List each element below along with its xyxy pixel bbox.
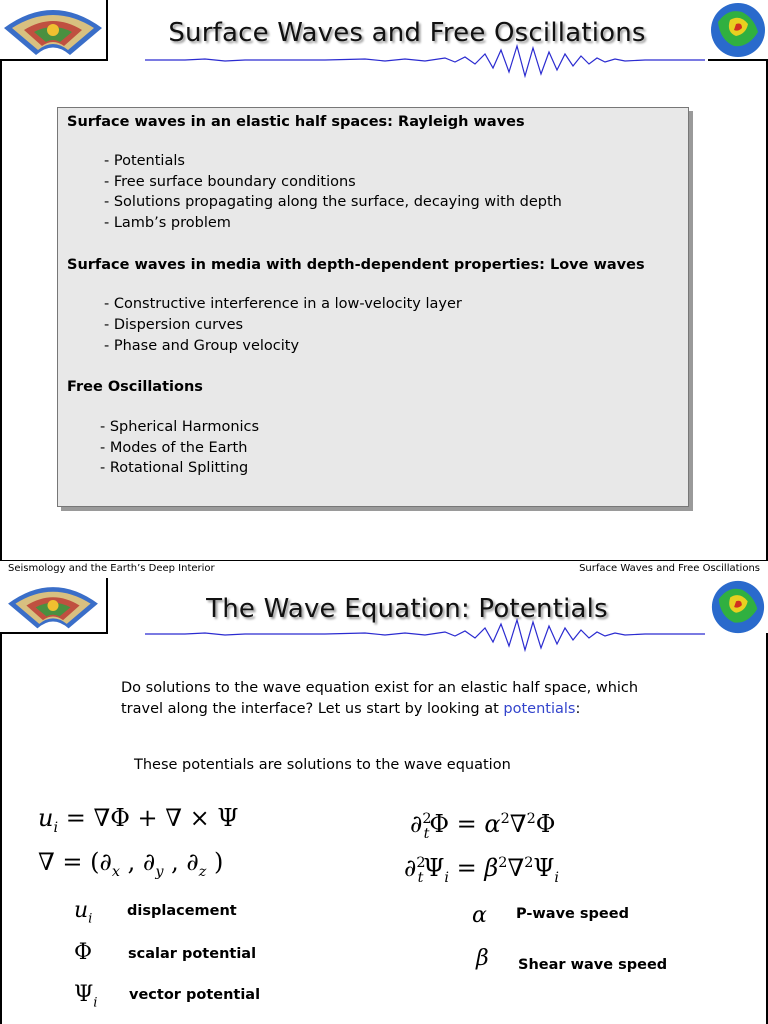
frame-line	[0, 633, 2, 1024]
label-scalar-potential: scalar potential	[128, 946, 257, 962]
slide-title: The Wave Equation: Potentials	[206, 594, 608, 624]
footer-slide-topic: Surface Waves and Free Oscillations	[579, 563, 760, 574]
earth-tomography-globe-icon	[708, 578, 768, 636]
equation-nabla-definition: ∇ = ($\partial_x$ , $\partial_y$ , $\partial_z$ )	[38, 848, 224, 880]
list-item: - Solutions propagating along the surface, decaying with depth	[104, 194, 562, 210]
potentials-link[interactable]: potentials	[503, 701, 576, 717]
outline-box	[57, 107, 689, 507]
list-item: - Free surface boundary conditions	[104, 174, 356, 190]
seismogram-trace	[145, 616, 705, 656]
list-item: - Dispersion curves	[104, 317, 244, 333]
label-shear-wave-speed: Shear wave speed	[518, 957, 668, 973]
symbol-beta: β	[476, 946, 489, 971]
frame-line	[0, 60, 2, 560]
subtitle: These potentials are solutions to the wave equation	[134, 757, 511, 773]
intro-punctuation: :	[575, 701, 581, 717]
list-item: - Constructive interference in a low-velocity layer	[104, 296, 462, 312]
symbol-psi: $\Psi_i$	[74, 982, 98, 1011]
list-item: - Spherical Harmonics	[100, 419, 260, 435]
label-p-wave-speed: P-wave speed	[516, 906, 629, 922]
slide-2	[0, 578, 768, 1024]
section-heading-rayleigh: Surface waves in an elastic half spaces: Rayleigh waves	[67, 114, 525, 130]
list-item: - Phase and Group velocity	[104, 338, 300, 354]
intro-line-1: Do solutions to the wave equation exist for an elastic half space, which	[121, 680, 639, 696]
slide-footer	[0, 560, 768, 580]
intro-text: travel along the interface? Let us start by looking at	[121, 701, 504, 717]
slide-title: Surface Waves and Free Oscillations	[168, 18, 646, 48]
section-heading-free-oscillations: Free Oscillations	[67, 379, 203, 395]
list-item: - Lamb’s problem	[104, 215, 231, 231]
symbol-alpha: α	[472, 903, 487, 928]
equation-displacement-potentials: $u_i = \nabla\Phi$ + ∇ × Ψ	[38, 804, 239, 836]
section-heading-love: Surface waves in media with depth-dependent properties: Love waves	[67, 257, 645, 273]
footer-course-title: Seismology and the Earth’s Deep Interior	[8, 563, 215, 574]
symbol-phi: Φ	[74, 940, 93, 965]
list-item: - Modes of the Earth	[100, 440, 248, 456]
list-item: - Potentials	[104, 153, 185, 169]
equation-scalar-wave: $\partial^2_t\Phi = \alpha^2\nabla^2\Phi$	[410, 810, 556, 842]
earth-cross-section-logo	[0, 0, 106, 60]
earth-cross-section-logo	[0, 578, 106, 633]
label-displacement: displacement	[127, 903, 237, 919]
symbol-u: $u_i$	[74, 898, 93, 927]
list-item: - Rotational Splitting	[100, 460, 249, 476]
intro-line-2	[121, 701, 580, 717]
earth-tomography-globe-icon	[708, 0, 768, 60]
equation-vector-wave: $\partial^2_t\Psi_i = \beta^2\nabla^2\Psi_i$	[404, 854, 560, 886]
label-vector-potential: vector potential	[129, 987, 261, 1003]
seismogram-trace	[145, 42, 705, 82]
